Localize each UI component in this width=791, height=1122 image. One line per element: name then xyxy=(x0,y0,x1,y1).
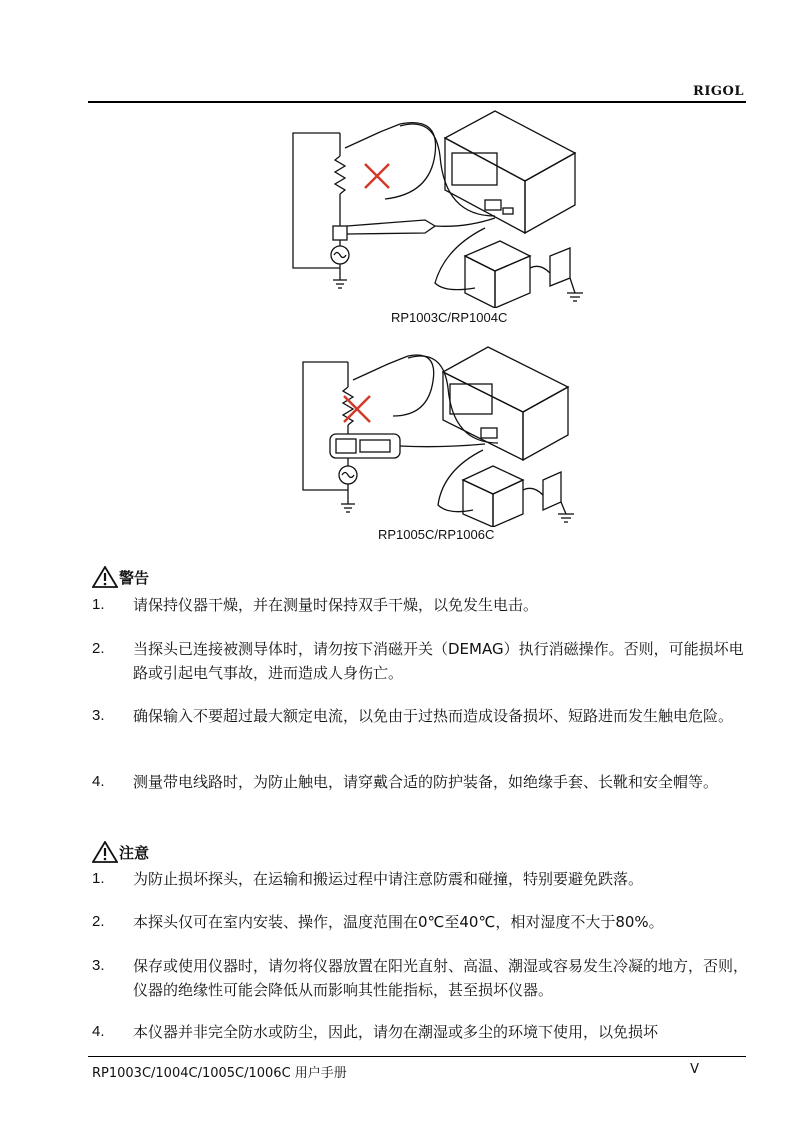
item-number: 2. xyxy=(92,913,105,930)
brand-logo: RIGOL xyxy=(693,84,744,99)
caution-item xyxy=(92,910,752,934)
item-number: 3. xyxy=(92,707,105,724)
warning-title: 警告 xyxy=(119,569,150,587)
figure-2-caption: RP1005C/RP1006C xyxy=(378,527,495,542)
item-number: 4. xyxy=(92,773,105,790)
item-number: 3. xyxy=(92,957,105,974)
item-number: 1. xyxy=(92,870,105,887)
warning-item xyxy=(92,770,752,794)
item-text: 确保输入不要超过最大额定电流，以免由于过热而造成设备损坏、短路进而发生触电危险。 xyxy=(133,707,734,725)
warning-heading xyxy=(92,566,149,588)
warning-triangle-icon xyxy=(92,841,118,863)
figure-rp1003c-diagram xyxy=(285,108,595,308)
warning-item xyxy=(92,704,752,728)
item-text: 测量带电线路时，为防止触电，请穿戴合适的防护装备，如绝缘手套、长靴和安全帽等。 xyxy=(133,773,719,791)
item-text: 请保持仪器干燥，并在测量时保持双手干燥，以免发生电击。 xyxy=(133,596,539,614)
caution-title: 注意 xyxy=(119,844,150,862)
item-text: 本探头仅可在室内安装、操作，温度范围在0℃至40℃，相对湿度不大于80%。 xyxy=(133,913,664,931)
item-number: 2. xyxy=(92,640,105,657)
item-number: 1. xyxy=(92,596,105,613)
caution-heading xyxy=(92,841,149,863)
footer-rule xyxy=(88,1056,746,1057)
item-text: 保存或使用仪器时，请勿将仪器放置在阳光直射、高温、潮湿或容易发生冷凝的地方，否则，仪器的绝缘性可能会降低从而影响其性能指标，甚至损坏仪器。 xyxy=(133,957,749,999)
item-number: 4. xyxy=(92,1023,105,1040)
caution-item xyxy=(92,1020,752,1044)
caution-item xyxy=(92,954,752,1002)
figure-1-caption: RP1003C/RP1004C xyxy=(391,310,508,325)
figure-rp1005c-diagram xyxy=(298,342,588,527)
item-text: 为防止损坏探头，在运输和搬运过程中请注意防震和碰撞，特别要避免跌落。 xyxy=(133,870,644,888)
caution-item xyxy=(92,867,752,891)
item-text: 本仪器并非完全防水或防尘，因此，请勿在潮湿或多尘的环境下使用，以免损坏 xyxy=(133,1023,659,1041)
warning-item xyxy=(92,593,752,617)
warning-triangle-icon xyxy=(92,566,118,588)
item-text: 当探头已连接被测导体时，请勿按下消磁开关（DEMAG）执行消磁操作。否则，可能损坏电路或引起电气事故，进而造成人身伤亡。 xyxy=(133,640,744,682)
warning-item xyxy=(92,637,752,685)
header-rule xyxy=(88,101,746,103)
footer-manual-title: RP1003C/1004C/1005C/1006C 用户手册 xyxy=(92,1066,347,1081)
footer-page-number: V xyxy=(690,1062,699,1077)
